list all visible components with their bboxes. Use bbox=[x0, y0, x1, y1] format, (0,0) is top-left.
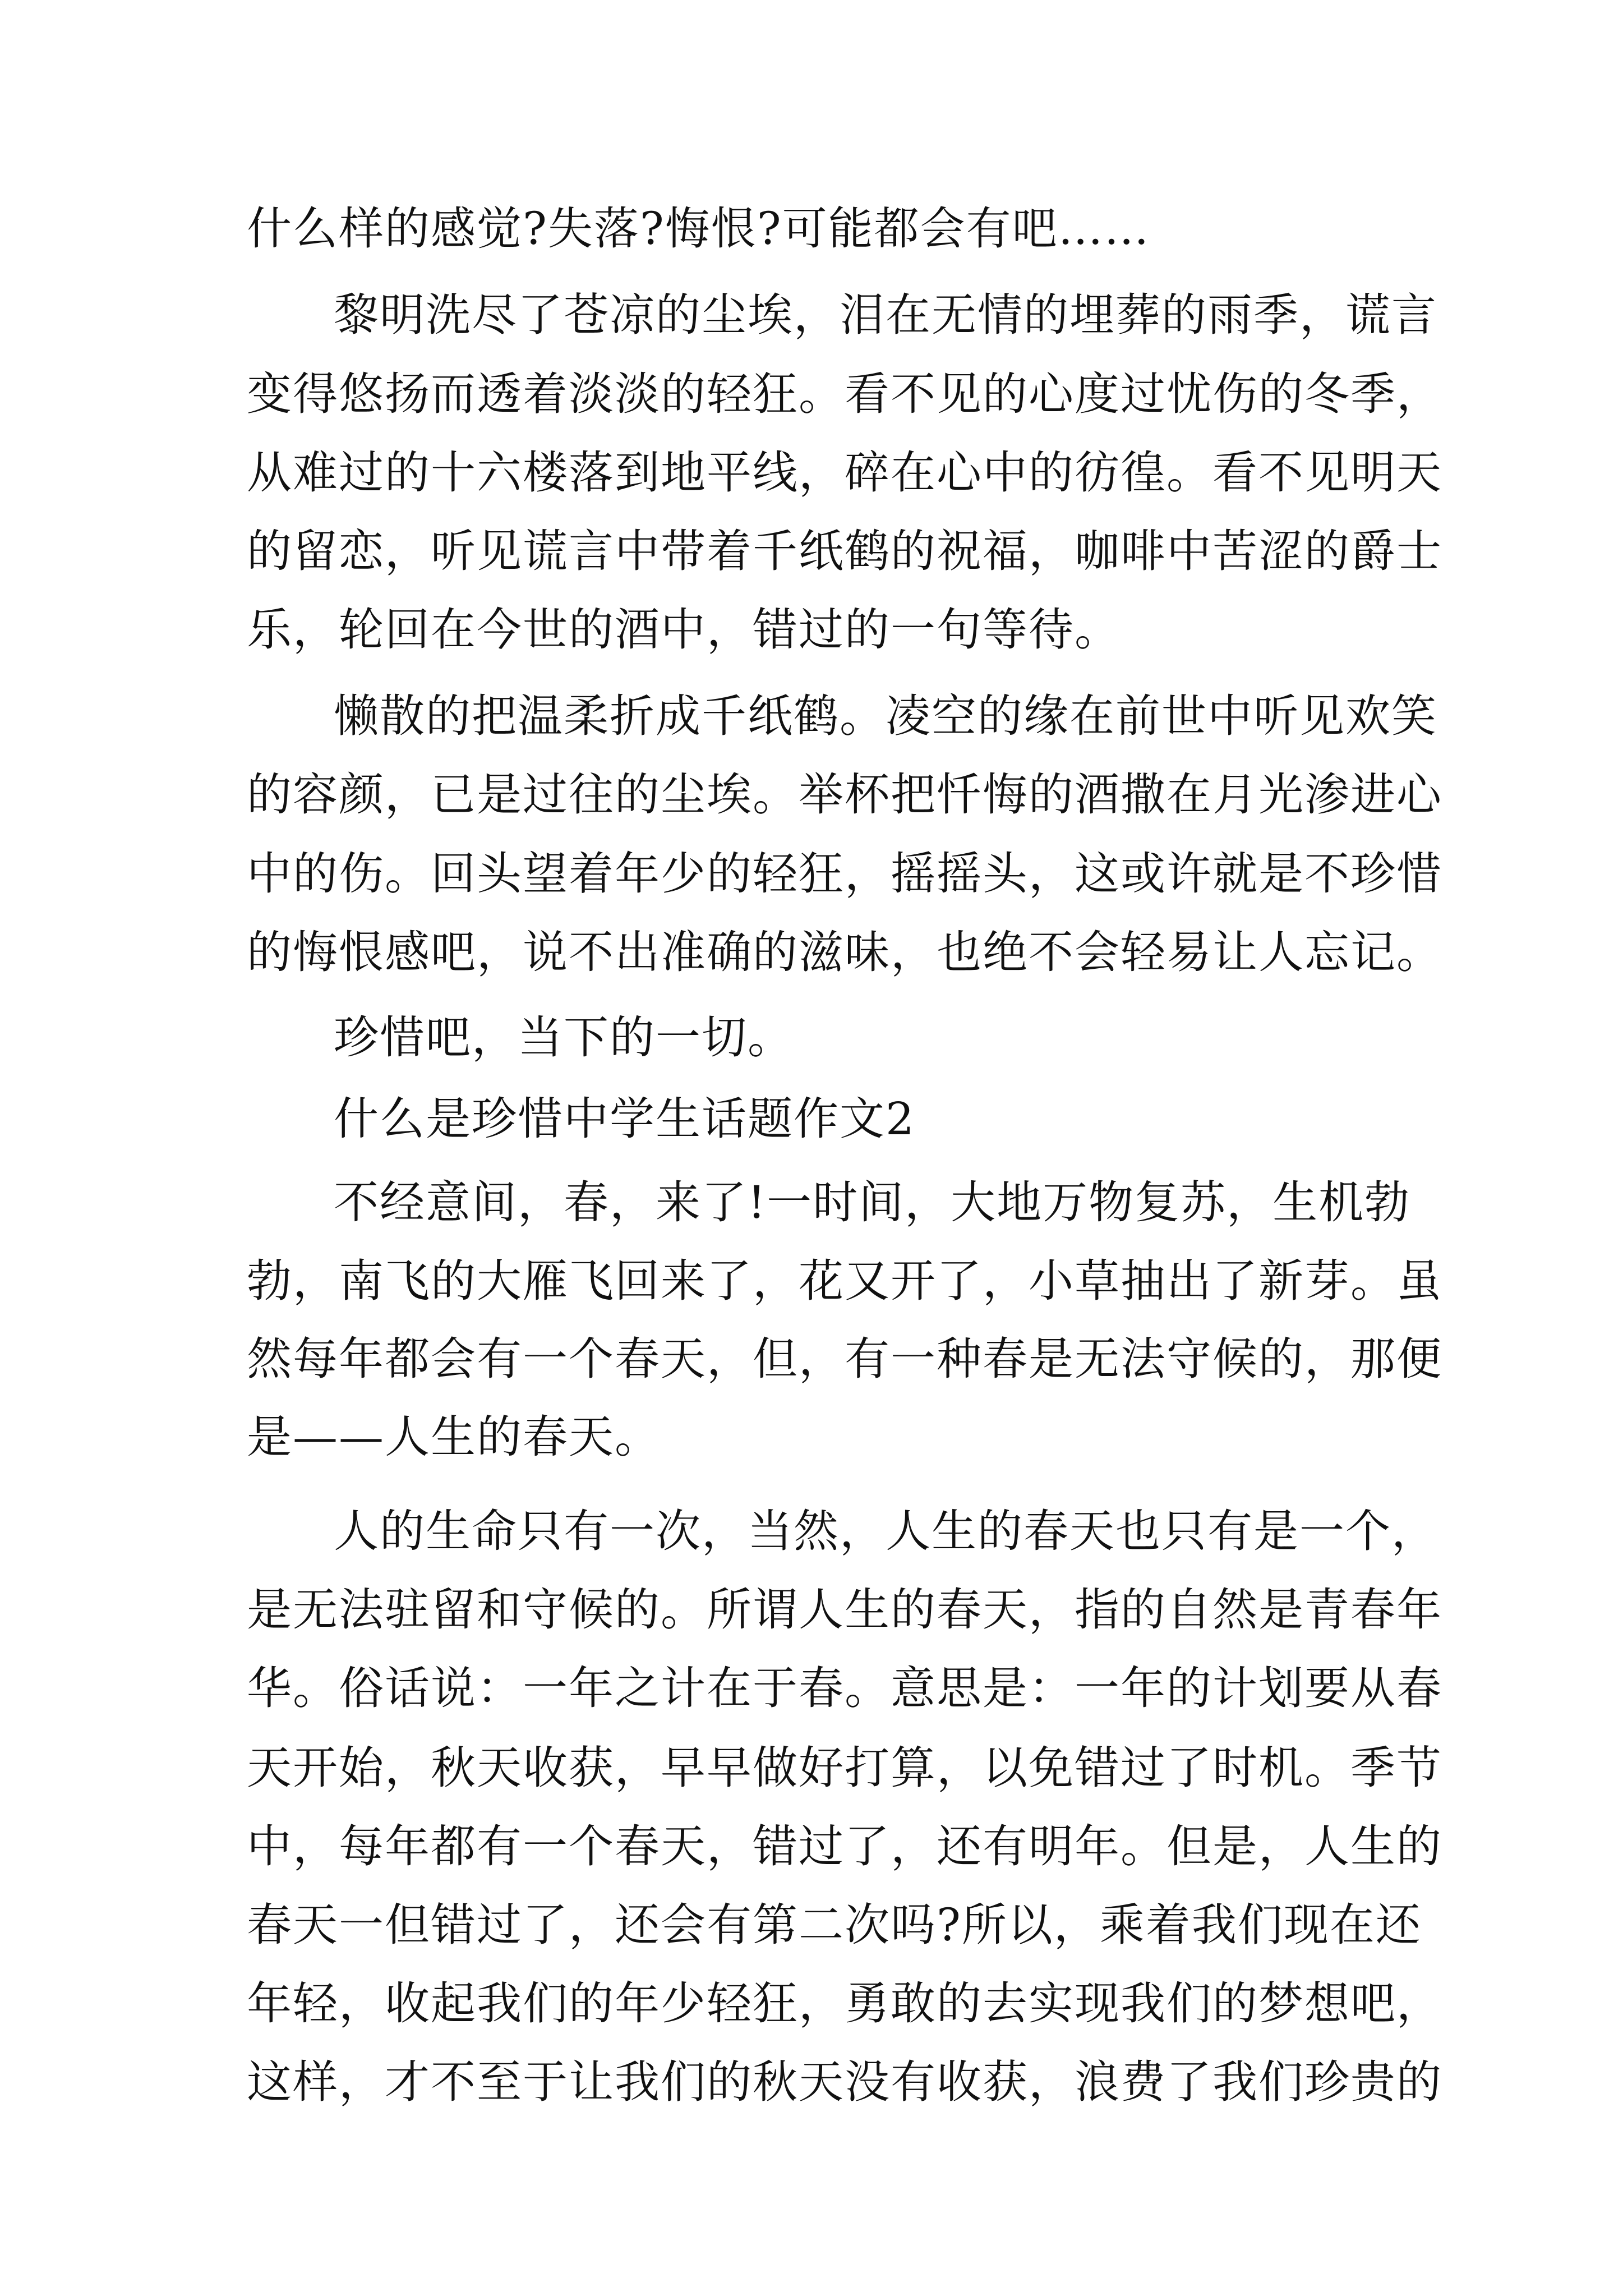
text-line: 从难过的十六楼落到地平线，碎在心中的彷徨。看不见明天 bbox=[247, 447, 1442, 499]
text-line: 天开始，秋天收获，早早做好打算，以免错过了时机。季节 bbox=[247, 1742, 1442, 1794]
text-line: 变得悠扬而透着淡淡的轻狂。看不见的心度过忧伤的冬季， bbox=[247, 368, 1442, 420]
text-line: 黎明洗尽了苍凉的尘埃，泪在无情的埋葬的雨季，谎言 bbox=[334, 289, 1437, 341]
text-line: 是——人生的春天。 bbox=[247, 1411, 661, 1463]
text-line: 是无法驻留和守候的。所谓人生的春天，指的自然是青春年 bbox=[247, 1584, 1442, 1636]
text-line: 珍惜吧，当下的一切。 bbox=[334, 1011, 794, 1064]
text-line: 的悔恨感吧，说不出准确的滋味，也绝不会轻易让人忘记。 bbox=[247, 926, 1442, 978]
section-heading: 什么是珍惜中学生话题作文2 bbox=[334, 1093, 915, 1145]
text-line: 这样，才不至于让我们的秋天没有收获，浪费了我们珍贵的 bbox=[247, 2056, 1442, 2108]
text-line: 然每年都会有一个春天，但，有一种春是无法守候的，那便 bbox=[247, 1333, 1442, 1385]
text-line: 华。俗话说：一年之计在于春。意思是：一年的计划要从春 bbox=[247, 1662, 1442, 1714]
text-line: 人的生命只有一次，当然，人生的春天也只有是一个， bbox=[334, 1505, 1437, 1557]
text-line: 年轻，收起我们的年少轻狂，勇敢的去实现我们的梦想吧， bbox=[247, 1977, 1442, 2030]
text-line: 中，每年都有一个春天，错过了，还有明年。但是，人生的 bbox=[247, 1820, 1442, 1872]
text-line: 什么样的感觉?失落?悔恨?可能都会有吧…… bbox=[247, 203, 1150, 255]
text-line: 懒散的把温柔折成千纸鹤。凌空的缘在前世中听见欢笑 bbox=[334, 690, 1437, 742]
text-line: 不经意间，春，来了!一时间，大地万物复苏，生机勃 bbox=[334, 1176, 1411, 1228]
text-line: 勃，南飞的大雁飞回来了，花又开了，小草抽出了新芽。虽 bbox=[247, 1255, 1442, 1307]
text-line: 的留恋，听见谎言中带着千纸鹤的祝福，咖啡中苦涩的爵士 bbox=[247, 525, 1442, 577]
text-line: 的容颜，已是过往的尘埃。举杯把忏悔的酒撒在月光渗进心 bbox=[247, 769, 1442, 821]
text-line: 乐，轮回在今世的酒中，错过的一句等待。 bbox=[247, 604, 1121, 656]
text-line: 中的伤。回头望着年少的轻狂，摇摇头，这或许就是不珍惜 bbox=[247, 848, 1442, 900]
text-line: 春天一但错过了，还会有第二次吗?所以，乘着我们现在还 bbox=[247, 1899, 1422, 1951]
